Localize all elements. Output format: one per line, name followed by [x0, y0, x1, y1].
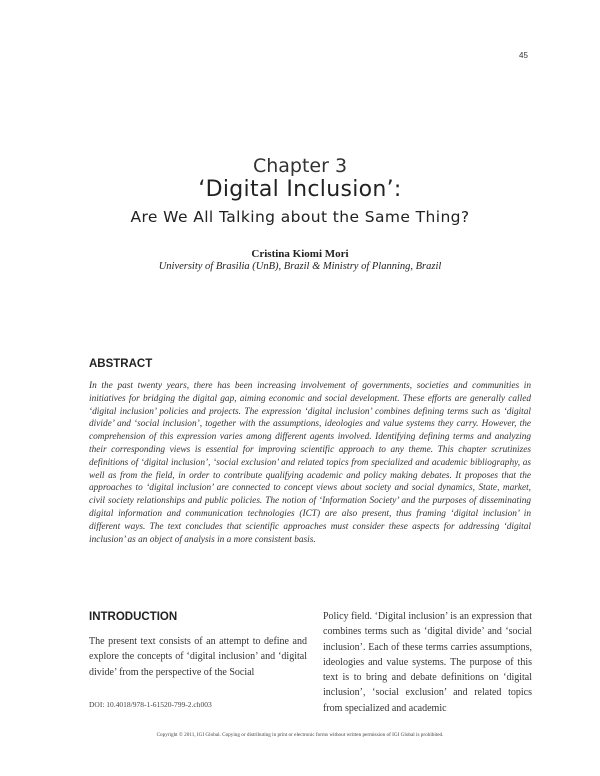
chapter-label: Chapter 3	[252, 155, 348, 177]
doi-line: DOI: 10.4018/978-1-61520-799-2.ch003	[89, 700, 212, 709]
introduction-column-left: The present text consists of an attempt to define and explore the concepts of ‘digital inclusion’ and ‘digital divide’ from the perspective of the Social	[89, 636, 307, 678]
author-name: Cristina Kiomi Mori	[251, 248, 349, 260]
chapter-subtitle: Are We All Talking about the Same Thing?	[130, 208, 470, 226]
author-affiliation: University of Brasilia (UnB), Brazil & Ministry of Planning, Brazil	[158, 261, 442, 272]
introduction-column-right: Policy field. ‘Digital inclusion’ is an expression that combines terms such as ‘digital divide’ and ‘social inclusion’. Each of these terms carries assumptions, ideologies and value systems. The purpose of this text is to bring and debate definitions on ‘digital inclusion’, ‘social exclusion’ and related topics from specialized and academic	[323, 611, 532, 714]
chapter-title: ‘Digital Inclusion’:	[198, 177, 402, 202]
abstract-body: In the past twenty years, there has been increasing involvement of governments, societies and communities in initiatives for bridging the digital gap, aiming economic and social development. These efforts are generally called ‘digital inclusion’ policies and projects. The expression ‘digital inclusion’ combines defining terms such as ‘digital divide’ and ‘social inclusion’, together with the assumptions, ideologies and value systems they carry. However, the comprehension of this expression varies among different agents involved. Identifying defining terms and analyzing their corresponding views is essential for improving scientific approach to any theme. This chapter scrutinizes definitions of ‘digital inclusion’, ‘social exclusion’ and related topics from specialized and academic bibliography, as well as from the field, in order to contribute qualifying academic and policy making debates. It proposes that the approaches to ‘digital inclusion’ are connected to concept views about society and social dynamics, State, market, civil society relationships and public policies. The notion of ‘Information Society’ and the purposes of disseminating digital information and communication technologies (ICT) are also present, thus framing ‘digital inclusion’ in different ways. The text concludes that scientific approaches must consider these aspects for addressing ‘digital inclusion’ as an object of analysis in a more consistent basis.	[89, 381, 531, 545]
introduction-heading: INTRODUCTION	[89, 611, 178, 623]
page-number: 45	[519, 51, 528, 60]
copyright-notice: Copyright © 2011, IGI Global. Copying or distributing in print or electronic forms without written permission of IGI Global is prohibited.	[156, 732, 444, 738]
abstract-heading: ABSTRACT	[89, 358, 153, 370]
